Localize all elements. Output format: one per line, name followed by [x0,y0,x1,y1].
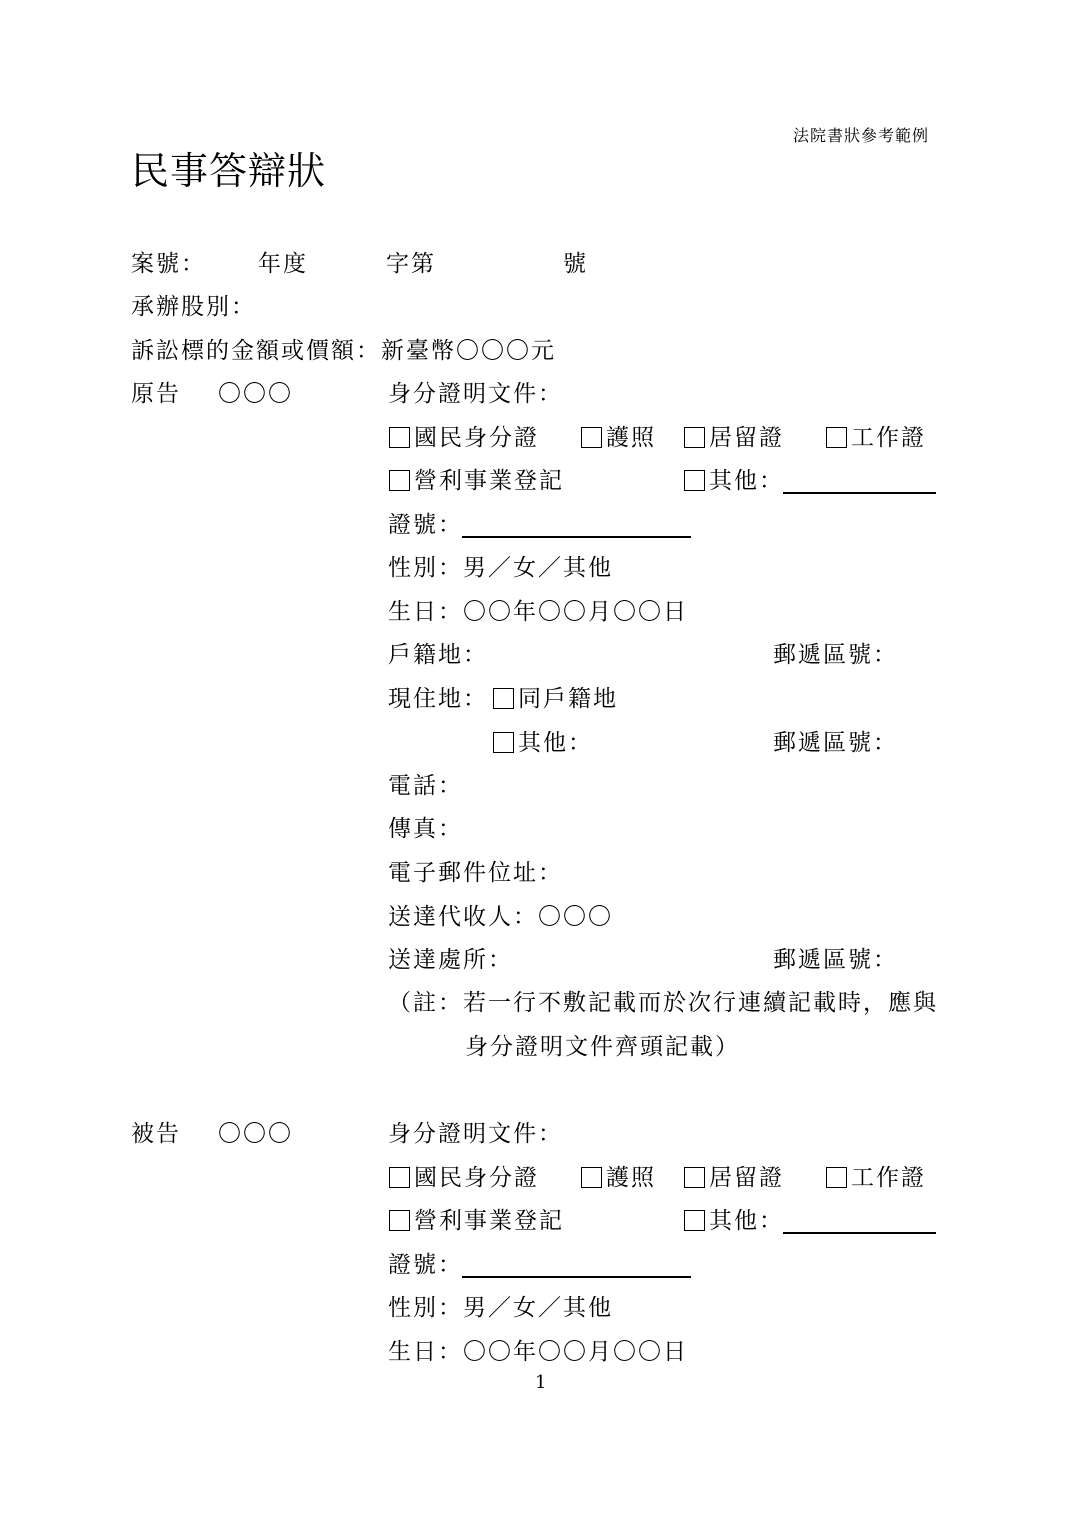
plaintiff-service-agent-line: 送達代收人：〇〇〇 [388,904,613,930]
plaintiff-id-number-label: 證號： [388,512,463,538]
defendant-id-number-field[interactable] [462,1276,691,1278]
defendant-national-id-checkbox[interactable] [389,1167,410,1188]
defendant-business-reg-label: 營利事業登記 [414,1208,564,1234]
plaintiff-gender-line: 性別：男／女／其他 [388,555,613,581]
defendant-other-doc-label: 其他： [709,1208,784,1234]
plaintiff-passport-checkbox[interactable] [581,427,602,448]
page-title: 民事答辯狀 [131,149,327,193]
source-label: 法院書狀參考範例 [793,126,930,145]
plaintiff-fax-label: 傳真： [388,816,463,842]
plaintiff-residence-other-checkbox[interactable] [493,732,514,753]
defendant-id-number-label: 證號： [388,1252,463,1278]
plaintiff-national-id-label: 國民身分證 [414,425,539,451]
plaintiff-email-label: 電子郵件位址： [388,860,563,886]
plaintiff-id-doc-label: 身分證明文件： [388,381,563,407]
defendant-passport-label: 護照 [606,1165,656,1191]
defendant-business-reg-checkbox[interactable] [389,1210,410,1231]
plaintiff-national-id-checkbox[interactable] [389,427,410,448]
case-word-label: 字第 [386,251,436,277]
plaintiff-residence-other-label: 其他： [518,730,593,756]
defendant-residence-permit-label: 居留證 [709,1165,784,1191]
plaintiff-residence-permit-checkbox[interactable] [684,427,705,448]
plaintiff-residence-permit-label: 居留證 [709,425,784,451]
plaintiff-birth-line: 生日：〇〇年〇〇月〇〇日 [388,599,688,625]
plaintiff-business-reg-checkbox[interactable] [389,470,410,491]
defendant-birth-line: 生日：〇〇年〇〇月〇〇日 [388,1339,688,1365]
plaintiff-domicile-label: 戶籍地： [388,642,488,668]
plaintiff-service-postal-label: 郵遞區號： [773,947,898,973]
plaintiff-other-doc-label: 其他： [709,468,784,494]
plaintiff-service-place-label: 送達處所： [388,947,513,973]
defendant-residence-permit-checkbox[interactable] [684,1167,705,1188]
defendant-other-doc-checkbox[interactable] [684,1210,705,1231]
defendant-work-permit-checkbox[interactable] [826,1167,847,1188]
defendant-role-label: 被告 [131,1121,181,1147]
defendant-id-doc-label: 身分證明文件： [388,1121,563,1147]
plaintiff-same-domicile-checkbox[interactable] [493,688,514,709]
defendant-national-id-label: 國民身分證 [414,1165,539,1191]
page-number: 1 [535,1372,547,1393]
case-year-label: 年度 [258,251,308,277]
plaintiff-passport-label: 護照 [606,425,656,451]
defendant-name: 〇〇〇 [218,1121,293,1147]
case-number-label: 案號： [131,251,206,277]
plaintiff-note-line-1: （註：若一行不敷記載而於次行連續記載時，應與 [388,990,938,1016]
defendant-passport-checkbox[interactable] [581,1167,602,1188]
plaintiff-note-line-2: 身分證明文件齊頭記載） [465,1034,740,1060]
plaintiff-residence-label: 現住地： [388,686,488,712]
plaintiff-id-number-field[interactable] [462,536,691,538]
plaintiff-other-doc-field[interactable] [783,492,936,494]
plaintiff-work-permit-checkbox[interactable] [826,427,847,448]
plaintiff-domicile-postal-label: 郵遞區號： [773,642,898,668]
division-label: 承辦股別： [131,294,256,320]
plaintiff-phone-label: 電話： [388,773,463,799]
defendant-gender-line: 性別：男／女／其他 [388,1295,613,1321]
defendant-work-permit-label: 工作證 [851,1165,926,1191]
claim-amount-line: 訴訟標的金額或價額：新臺幣〇〇〇元 [131,338,556,364]
defendant-other-doc-field[interactable] [783,1232,936,1234]
plaintiff-role-label: 原告 [131,381,181,407]
plaintiff-other-doc-checkbox[interactable] [684,470,705,491]
plaintiff-work-permit-label: 工作證 [851,425,926,451]
plaintiff-residence-postal-label: 郵遞區號： [773,730,898,756]
case-no-suffix-label: 號 [563,251,588,277]
plaintiff-same-domicile-label: 同戶籍地 [518,686,618,712]
plaintiff-business-reg-label: 營利事業登記 [414,468,564,494]
plaintiff-name: 〇〇〇 [218,381,293,407]
